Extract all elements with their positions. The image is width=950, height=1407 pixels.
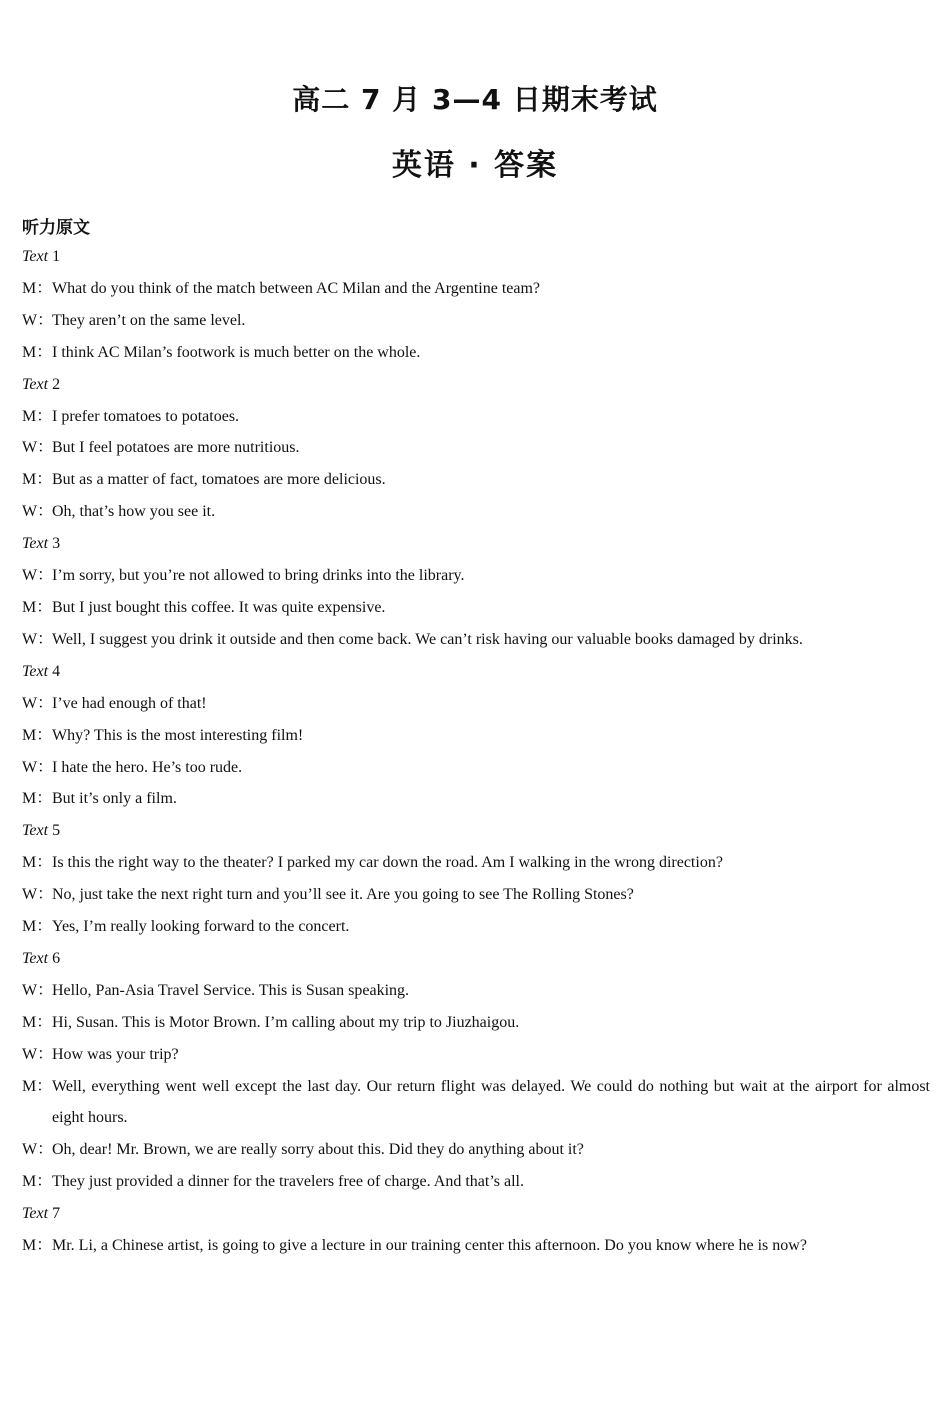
speaker-label: M：: [22, 343, 53, 361]
dialog-line: [22, 720, 930, 752]
speaker-label: W：: [22, 503, 54, 521]
speaker-label: M：: [22, 1077, 53, 1095]
speaker-label: M：: [22, 1013, 53, 1031]
text-heading-label: Text: [22, 1205, 49, 1223]
dialog-line: [22, 1039, 930, 1071]
speaker-label: W：: [22, 439, 54, 457]
speaker-label: M：: [22, 407, 53, 425]
dialog-text: I’ve had enough of that!: [52, 694, 207, 712]
text-heading-number: 6: [48, 949, 61, 967]
dialog-line: [22, 1007, 930, 1039]
text-heading-number: 5: [48, 822, 61, 840]
speaker-label: M：: [22, 790, 53, 808]
text-heading: [22, 943, 930, 975]
dialog-line: [22, 847, 930, 879]
dialog-text: I think AC Milan’s footwork is much better on the whole.: [52, 343, 421, 361]
text-heading-number: 1: [48, 248, 61, 265]
text-heading-label: Text: [22, 949, 49, 967]
text-heading-label: Text: [22, 248, 49, 265]
dialog-line: [22, 401, 930, 433]
dialog-line: [22, 624, 930, 656]
speaker-label: M：: [22, 854, 53, 872]
speaker-label: M：: [22, 279, 53, 297]
dialog-line: [22, 337, 930, 369]
speaker-label: W：: [22, 630, 54, 648]
dialog-line: [22, 879, 930, 911]
dialog-text: No, just take the next right turn and you’ll see it. Are you going to see The Rolling Stones?: [52, 886, 634, 904]
dialog-text: They aren’t on the same level.: [52, 311, 246, 329]
dialog-text: But it’s only a film.: [52, 790, 177, 808]
dialog-text: Yes, I’m really looking forward to the concert.: [52, 918, 350, 936]
section-heading: 听力原文: [22, 218, 90, 238]
dialog-text: I hate the hero. He’s too rude.: [52, 758, 243, 776]
speaker-label: M：: [22, 598, 53, 616]
speaker-label: W：: [22, 758, 54, 776]
exam-subtitle: 英语 · 答案: [391, 148, 559, 183]
dialog-text: Oh, dear! Mr. Brown, we are really sorry about this. Did they do anything about it?: [52, 1141, 584, 1159]
dialog-text: But I just bought this coffee. It was quite expensive.: [52, 598, 386, 616]
dialog-line: [22, 688, 930, 720]
transcript-body: [22, 241, 930, 1262]
dialog-line: [22, 1071, 930, 1135]
dialog-line: [22, 911, 930, 943]
dialog-line: [22, 432, 930, 464]
text-heading: [22, 1198, 930, 1230]
dialog-text: Why? This is the most interesting film!: [52, 726, 304, 744]
speaker-label: W：: [22, 886, 54, 904]
text-heading: [22, 656, 930, 688]
speaker-label: M：: [22, 726, 53, 744]
dialog-line: [22, 1166, 930, 1198]
dialog-text: How was your trip?: [52, 1045, 179, 1063]
dialog-line: [22, 592, 930, 624]
dialog-line: [22, 1230, 930, 1262]
text-heading-label: Text: [22, 662, 49, 680]
dialog-text: Well, I suggest you drink it outside and then come back. We can’t risk having our valuable books damaged by drinks.: [52, 630, 803, 648]
dialog-text: They just provided a dinner for the travelers free of charge. And that’s all.: [52, 1173, 524, 1191]
dialog-line: [22, 975, 930, 1007]
text-heading-label: Text: [22, 822, 49, 840]
dialog-text: But I feel potatoes are more nutritious.: [52, 439, 300, 457]
dialog-text: What do you think of the match between AC Milan and the Argentine team?: [52, 279, 541, 297]
speaker-label: M：: [22, 471, 53, 489]
text-heading: [22, 369, 930, 401]
text-heading: [22, 528, 930, 560]
text-heading-number: 3: [48, 535, 61, 553]
dialog-line: [22, 496, 930, 528]
speaker-label: W：: [22, 311, 54, 329]
text-heading: [22, 241, 930, 273]
dialog-line: [22, 305, 930, 337]
dialog-line: [22, 752, 930, 784]
dialog-line: [22, 1134, 930, 1166]
text-heading-label: Text: [22, 375, 49, 393]
speaker-label: M：: [22, 1173, 53, 1191]
speaker-label: W：: [22, 567, 54, 585]
speaker-label: M：: [22, 1237, 53, 1255]
dialog-line: [22, 464, 930, 496]
dialog-text: I’m sorry, but you’re not allowed to bring drinks into the library.: [52, 567, 465, 585]
text-heading-number: 2: [48, 375, 61, 393]
dialog-text: Hi, Susan. This is Motor Brown. I’m calling about my trip to Jiuzhaigou.: [52, 1013, 520, 1031]
text-heading-number: 7: [48, 1205, 61, 1223]
dialog-text: Well, everything went well except the last day. Our return flight was delayed. We could do nothing but wait at the airport for almost eight hours.: [52, 1077, 930, 1127]
dialog-text: Is this the right way to the theater? I parked my car down the road. Am I walking in the wrong direction?: [52, 854, 723, 872]
speaker-label: W：: [22, 1141, 54, 1159]
exam-title: 高二 7 月 3—4 日期末考试: [292, 83, 658, 116]
dialog-line: [22, 273, 930, 305]
speaker-label: W：: [22, 694, 54, 712]
dialog-text: Mr. Li, a Chinese artist, is going to give a lecture in our training center this afternoon. Do you know where he is now?: [52, 1237, 807, 1255]
speaker-label: M：: [22, 918, 53, 936]
dialog-line: [22, 783, 930, 815]
text-heading-number: 4: [48, 662, 61, 680]
dialog-text: But as a matter of fact, tomatoes are more delicious.: [52, 471, 386, 489]
text-heading-label: Text: [22, 535, 49, 553]
text-heading: [22, 815, 930, 847]
speaker-label: W：: [22, 1045, 54, 1063]
dialog-line: [22, 560, 930, 592]
dialog-text: I prefer tomatoes to potatoes.: [52, 407, 240, 425]
dialog-text: Hello, Pan-Asia Travel Service. This is Susan speaking.: [52, 981, 410, 999]
dialog-text: Oh, that’s how you see it.: [52, 503, 216, 521]
speaker-label: W：: [22, 981, 54, 999]
